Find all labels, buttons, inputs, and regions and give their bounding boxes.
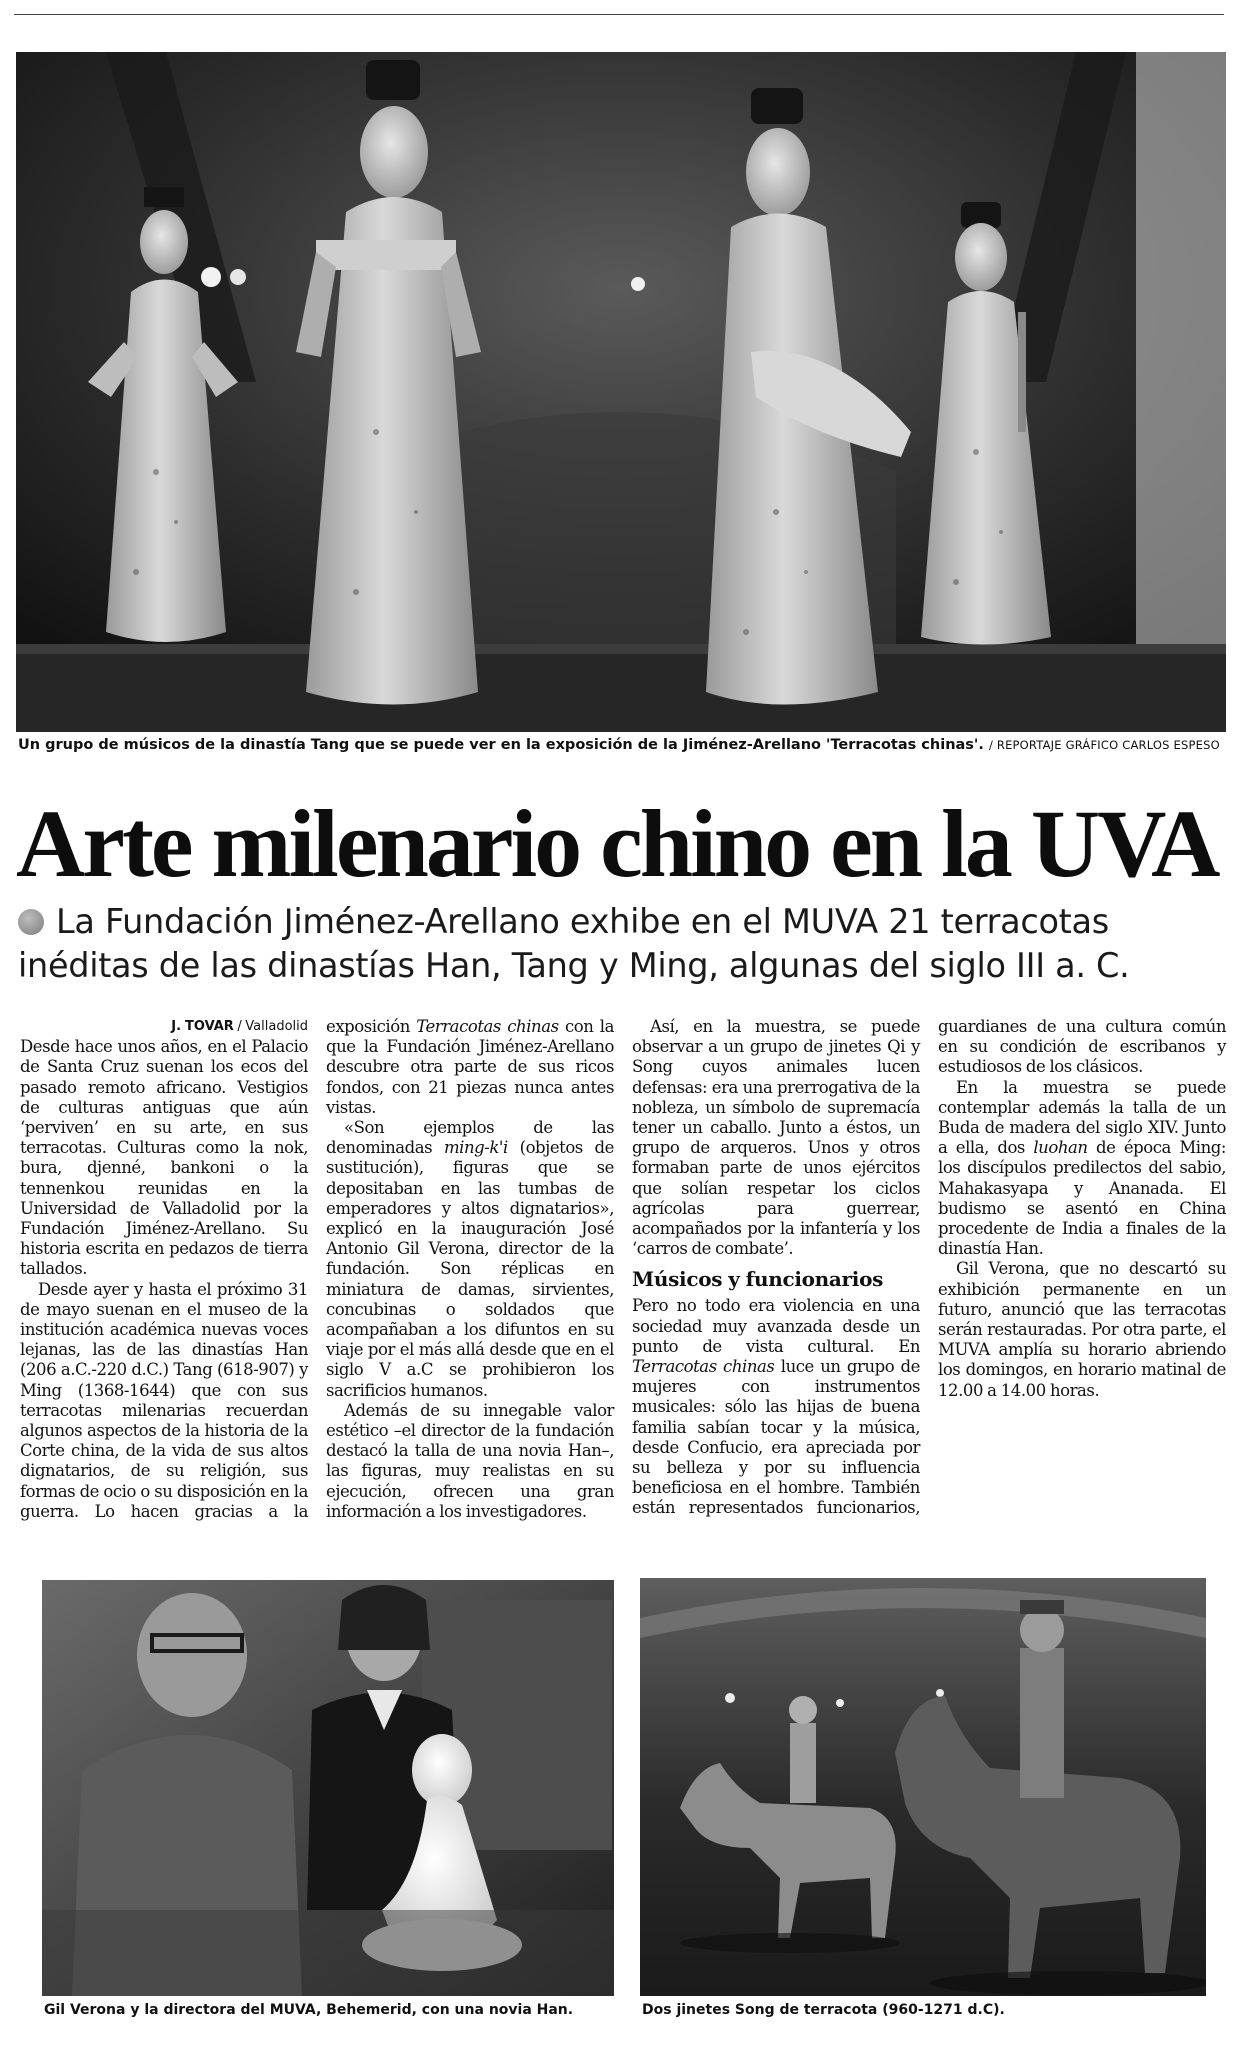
body-paragraph-8: Gil Verona, que no descartó su exhibición permanente en un futuro, anunció que las terracotas serán restauradas. Por otra parte, el MUVA amplía su horario abriendo los domingos, en horario matinal de 12.00 a 14.00 horas. xyxy=(938,1259,1226,1400)
headline: Arte milenario chino en la UVA xyxy=(16,790,1218,897)
byline-block xyxy=(20,1017,308,1037)
body-paragraph-2-text: Desde ayer y hasta el próximo 31 de mayo suenan en el museo de la institución académica nuevas voces lejanas, las de las dinastías Han (206 a.C.-220 d.C.) Tang (618-907) y Ming (1368-1644) que con sus terracotas milenarias recuerdan algunos aspectos de la historia de la Corte china, de la vida de sus altos dignatarios, de su religión, sus formas de ocio o su disposición en la guerra. Lo hacen gracias a la exposición xyxy=(20,1017,410,1521)
article-body xyxy=(20,1017,1226,1529)
body-paragraph-3-end: (objetos de sustitución), figuras que se depositaban en las tumbas de emperadores y altos dignatarios», explicó en la inauguración José Antonio Gil Verona, director de la fundación. Son réplicas en miniatura de damas, sirvientes, concubinas o soldados que acompañaban a los difuntos en su viaje por el más allá desde que en el siglo V a.C se prohibieron los sacrificios humanos. xyxy=(326,1138,614,1400)
bottom-left-caption: Gil Verona y la directora del MUVA, Behemerid, con una novia Han. xyxy=(44,2002,574,2018)
section-heading: Músicos y funcionarios xyxy=(632,1267,884,1292)
body-paragraph-6-end: luce un grupo de mujeres con instrumentos musicales: sólo las hijas de buena familia sabían tocar y la música, desde Confucio, era apreciada por su belleza y por su influencia beneficiosa en el hombre. También están representados funcionarios, guardianes de una cultura común en su condición de escribanos y estudiosos de los clásicos. xyxy=(632,1017,1226,1518)
body-paragraph-7-start: En la muestra se puede contemplar además la talla de un Buda de madera del siglo XIV. Junto a ella, dos xyxy=(938,1077,1226,1158)
subheadline-text: La Fundación Jiménez-Arellano exhibe en el MUVA 21 terracotas inéditas de las dinastías Han, Tang y Ming, algunas del siglo III a. C. xyxy=(18,902,1130,985)
bottom-left-photo-gil-verona xyxy=(42,1580,614,1996)
top-photo-caption xyxy=(18,737,1220,753)
body-paragraph-3-start: «Son ejemplos de las denominadas xyxy=(326,1118,614,1158)
body-exhibition-italic: Terracotas chinas xyxy=(416,1017,559,1036)
terracotas-chinas-italic: Terracotas chinas xyxy=(632,1357,775,1377)
luohan-italic: luohan xyxy=(1033,1138,1088,1158)
body-paragraph-7-end: de época Ming: los discípulos predilectos del sabio, Mahakasyapa y Ananada. El budismo se asentó en China procedente de India a finales de la dinastía Han. xyxy=(938,1138,1226,1259)
bottom-right-caption: Dos jinetes Song de terracota (960-1271 d.C). xyxy=(642,2002,1005,2018)
body-paragraph-7 xyxy=(938,1078,1226,1260)
body-paragraph-6-start: Pero no todo era violencia en una sociedad muy avanzada desde un punto de vista cultural. En xyxy=(632,1296,920,1356)
top-photo-tang-musicians xyxy=(16,52,1226,732)
byline-author-text: J. TOVAR xyxy=(171,1019,234,1034)
ming-ki-italic: ming-k'i xyxy=(443,1138,508,1158)
top-photo-caption-text: Un grupo de músicos de la dinastía Tang que se puede ver en la exposición de la Jiménez-Arellano 'Terracotas chinas'. xyxy=(18,737,984,753)
top-rule xyxy=(14,14,1224,15)
body-paragraph-5: Así, en la muestra, se puede observar a un grupo de jinetes Qi y Song cuyos animales lucen defensas: era una prerrogativa de la nobleza, un símbolo de supremacía tener un caballo. Junto a éstos, un grupo de arqueros. Unos y otros formaban parte de unos ejércitos que solían respetar los ciclos agrícolas para guerrear, acompañados por la infantería y los ‘carros de combate’. xyxy=(632,1017,920,1259)
body-paragraph-3 xyxy=(326,1118,614,1401)
body-paragraph-4: Además de su innegable valor estético –el director de la fundación destacó la talla de una novia Han–, las figuras, muy realistas en su ejecución, ofrecen una gran información a los investigadores. xyxy=(326,1400,614,1521)
byline-place-text: / Valladolid xyxy=(233,1019,308,1034)
subheadline xyxy=(18,900,1218,988)
photo-credit: / REPORTAJE GRÁFICO CARLOS ESPESO xyxy=(988,738,1220,752)
bottom-right-photo-song-riders xyxy=(640,1578,1206,1996)
body-paragraph-1: Desde hace unos años, en el Palacio de Santa Cruz suenan los ecos del pasado remoto africano. Vestigios de culturas antiguas que aún ‘perviven’ en su arte, en sus terracotas. Culturas como la nok, bura, djenné, bankoni o la tennenkou reunidas en la Universidad de Valladolid por la Fundación Jiménez-Arellano. Su historia escrita en pedazos de tierra tallados. xyxy=(20,1037,308,1279)
body-paragraph-2-end: con la que la Fundación Jiménez-Arellano descubre otra parte de sus ricos fondos, con 21 piezas nunca antes vistas. xyxy=(326,1017,614,1117)
bullet-dot-icon xyxy=(18,909,44,935)
